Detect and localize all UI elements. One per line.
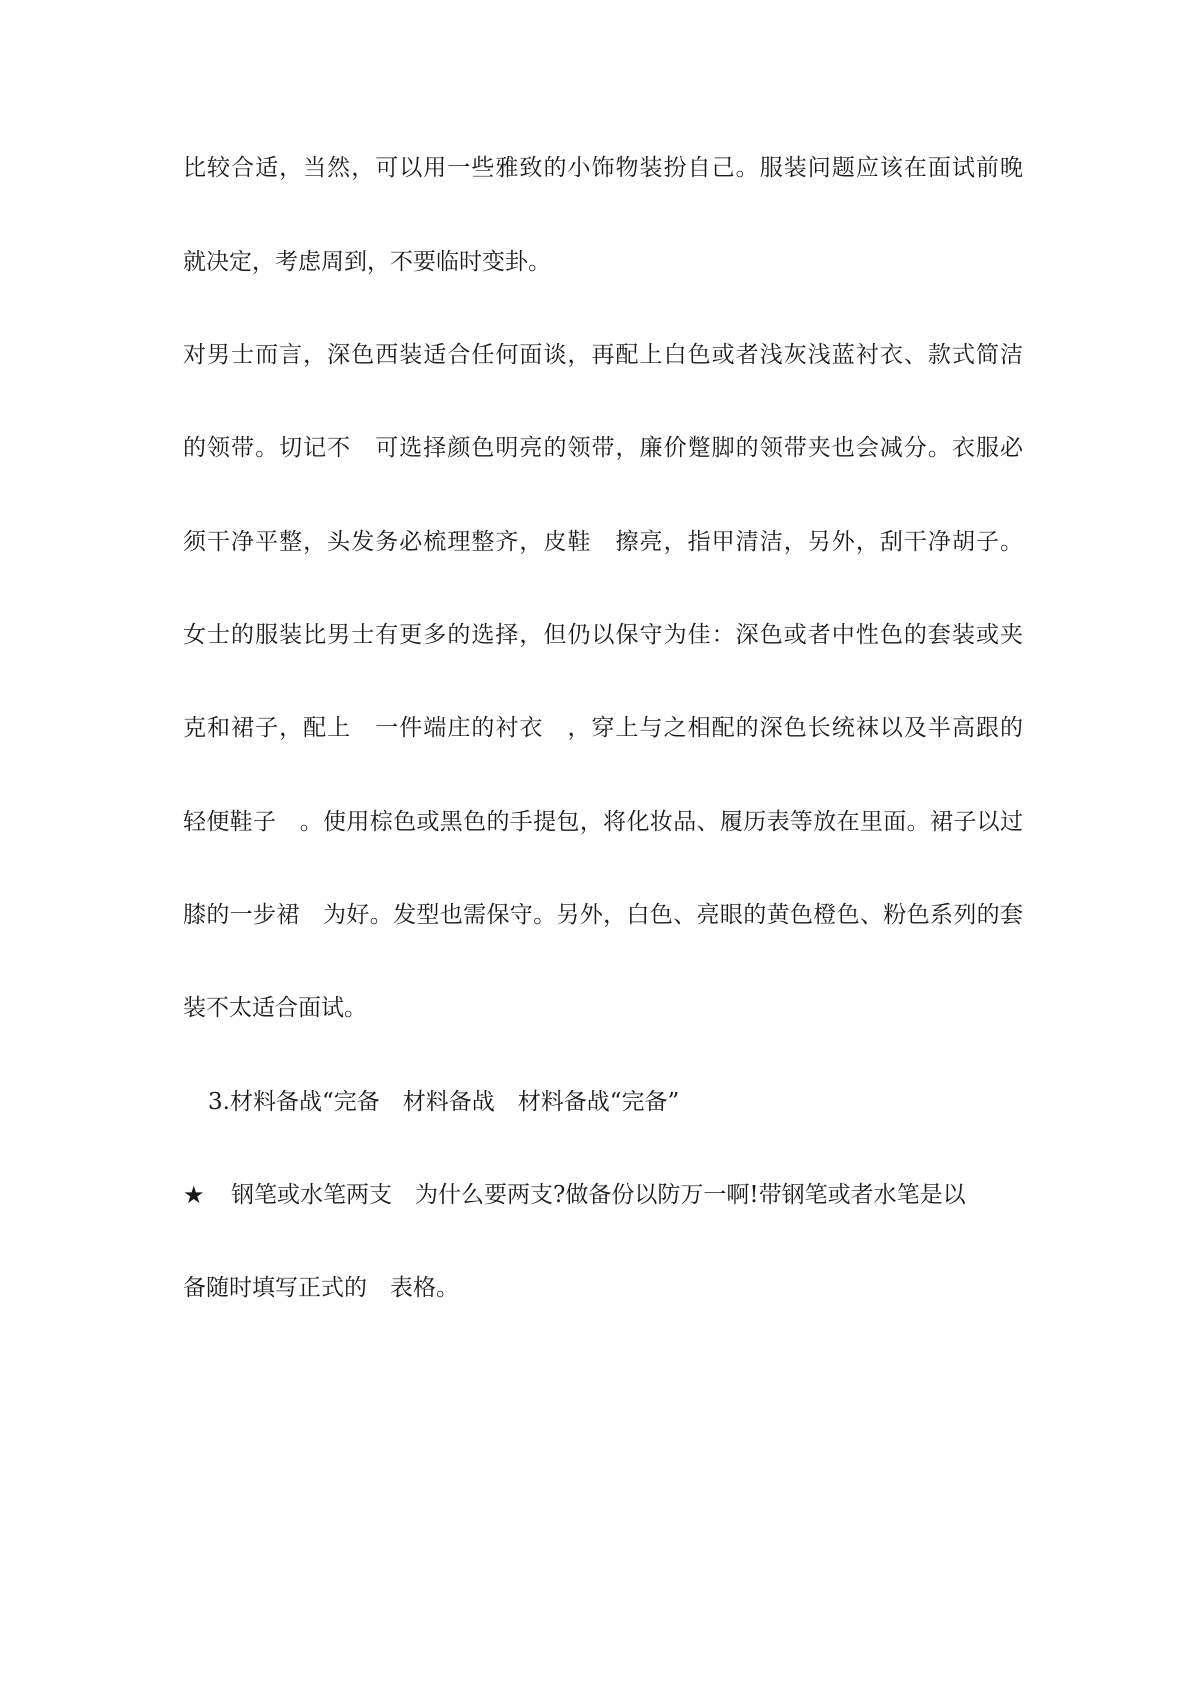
paragraph-line: 克和裙子，配上 一件端庄的衬衣 ，穿上与之相配的深色长统袜以及半高跟的 xyxy=(183,715,1023,741)
bullet-item xyxy=(183,1179,1023,1211)
section-heading: 3.材料备战“完备 材料备战 材料备战“完备” xyxy=(208,1089,680,1115)
paragraph-line: 对男士而言，深色西装适合任何面谈，再配上白色或者浅灰浅蓝衬衣、款式简洁 xyxy=(183,342,1023,368)
bullet-continuation: 备随时填写正式的 表格。 xyxy=(183,1275,459,1301)
paragraph-line: 女士的服装比男士有更多的选择，但仍以保守为佳：深色或者中性色的套装或夹 xyxy=(183,622,1023,648)
star-icon: ★ xyxy=(183,1181,205,1209)
paragraph-line: 轻便鞋子 。使用棕色或黑色的手提包，将化妆品、履历表等放在里面。裙子以过 xyxy=(183,809,1023,835)
paragraph-line: 膝的一步裙 为好。发型也需保守。另外，白色、亮眼的黄色橙色、粉色系列的套 xyxy=(183,902,1023,928)
paragraph-line: 须干净平整，头发务必梳理整齐，皮鞋 擦亮，指甲清洁，另外，刮干净胡子。 xyxy=(183,529,1023,555)
bullet-text: 钢笔或水笔两支 为什么要两支?做备份以防万一啊!带钢笔或者水笔是以 xyxy=(231,1182,966,1208)
paragraph-line: 就决定，考虑周到，不要临时变卦。 xyxy=(183,249,551,275)
paragraph-line: 的领带。切记不 可选择颜色明亮的领带，廉价蹩脚的领带夹也会减分。衣服必 xyxy=(183,435,1023,461)
paragraph-line: 比较合适，当然，可以用一些雅致的小饰物装扮自己。服装问题应该在面试前晚 xyxy=(183,155,1023,181)
paragraph-line: 装不太适合面试。 xyxy=(183,995,367,1021)
